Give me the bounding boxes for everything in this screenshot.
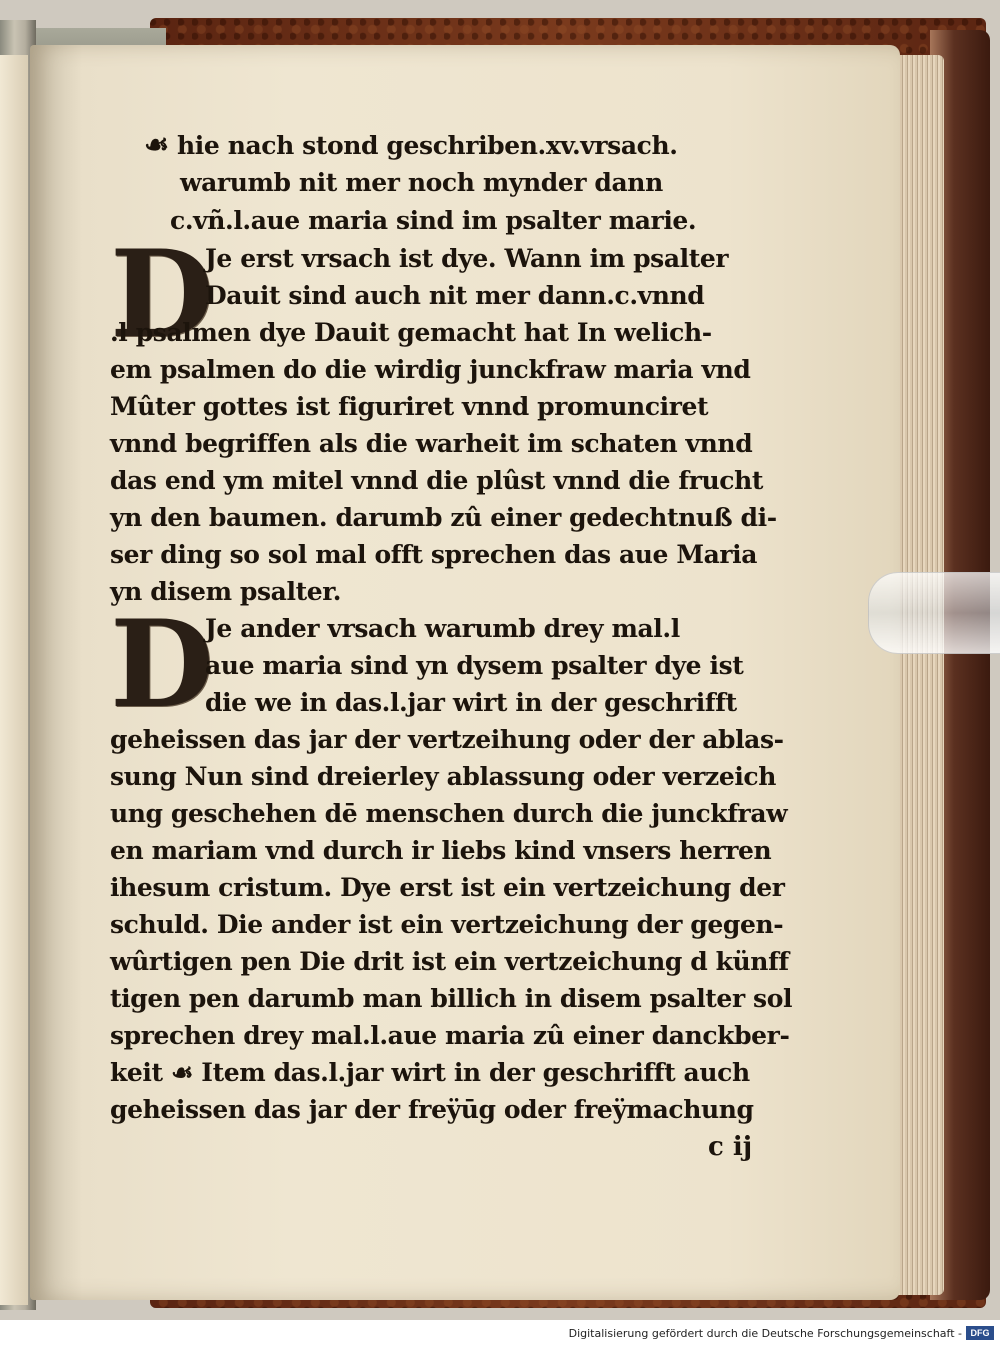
pilcrow-icon: ☙ (144, 128, 169, 161)
dfg-logo-icon: DFG (966, 1326, 994, 1340)
p2-line: sprechen drey mal.l.aue maria zû einer danckber- (110, 1021, 790, 1050)
p1-line: das end ym mitel vnnd die plûst vnnd die frucht (110, 466, 764, 495)
p2-line: geheissen das jar der vertzeihung oder der ablas- (110, 725, 784, 754)
p1-line: yn disem psalter. (110, 577, 342, 606)
p1-line: .l psalmen dye Dauit gemacht hat In welich- (110, 318, 712, 347)
p2-line: ihesum cristum. Dye erst ist ein vertzeichung der (110, 873, 785, 902)
p2-line: die we in das.l.jar wirt in der geschrifft (205, 688, 737, 717)
p2-line: keit ☙ Item das.l.jar wirt in der geschrifft auch (110, 1058, 750, 1087)
p2-line: aue maria sind yn dysem psalter dye ist (205, 651, 744, 680)
p1-line: ser ding so sol mal offt sprechen das aue Maria (110, 540, 758, 569)
left-leaf (0, 55, 28, 1305)
funding-credit: Digitalisierung gefördert durch die Deutsche Forschungsgemeinschaft - (568, 1327, 962, 1340)
p1-line: Dauit sind auch nit mer dann.c.vnnd (205, 281, 705, 310)
p2-line: tigen pen darumb man billich in disem psalter sol (110, 984, 793, 1013)
p2-line: sung Nun sind dreierley ablassung oder verzeich (110, 762, 777, 791)
p1-line: yn den baumen. darumb zû einer gedechtnuß di- (110, 503, 777, 532)
p2-line: Je ander vrsach warumb drey mal.l (205, 614, 680, 643)
heading-line-2: warumb nit mer noch mynder dann (180, 168, 663, 197)
heading-line-1: ☙ hie nach stond geschriben.xv.vrsach. (144, 128, 678, 161)
initial-letter-1: D (110, 224, 215, 365)
initial-letter-2: D (110, 594, 215, 735)
p2-line: schuld. Die ander ist ein vertzeichung der gegen- (110, 910, 784, 939)
p1-line: em psalmen do die wirdig junckfraw maria vnd (110, 355, 751, 384)
heading-line-3: c.vñ.l.aue maria sind im psalter marie. (170, 206, 697, 235)
p2-line: wûrtigen pen Die drit ist ein vertzeichung d künff (110, 947, 789, 976)
footer-bar (0, 1322, 1000, 1347)
p1-line: vnnd begriffen als die warheit im schaten vnnd (110, 429, 753, 458)
p2-line: en mariam vnd durch ir liebs kind vnsers herren (110, 836, 772, 865)
page-clip (868, 572, 1000, 654)
p1-line: Mûter gottes ist figuriret vnnd promunciret (110, 392, 709, 421)
p2-line: ung geschehen dē menschen durch die junckfraw (110, 799, 788, 828)
p1-line: Je erst vrsach ist dye. Wann im psalter (205, 244, 729, 273)
signature-mark: c ij (708, 1132, 753, 1162)
p2-line: geheissen das jar der freÿūg oder freÿmachung (110, 1095, 754, 1124)
